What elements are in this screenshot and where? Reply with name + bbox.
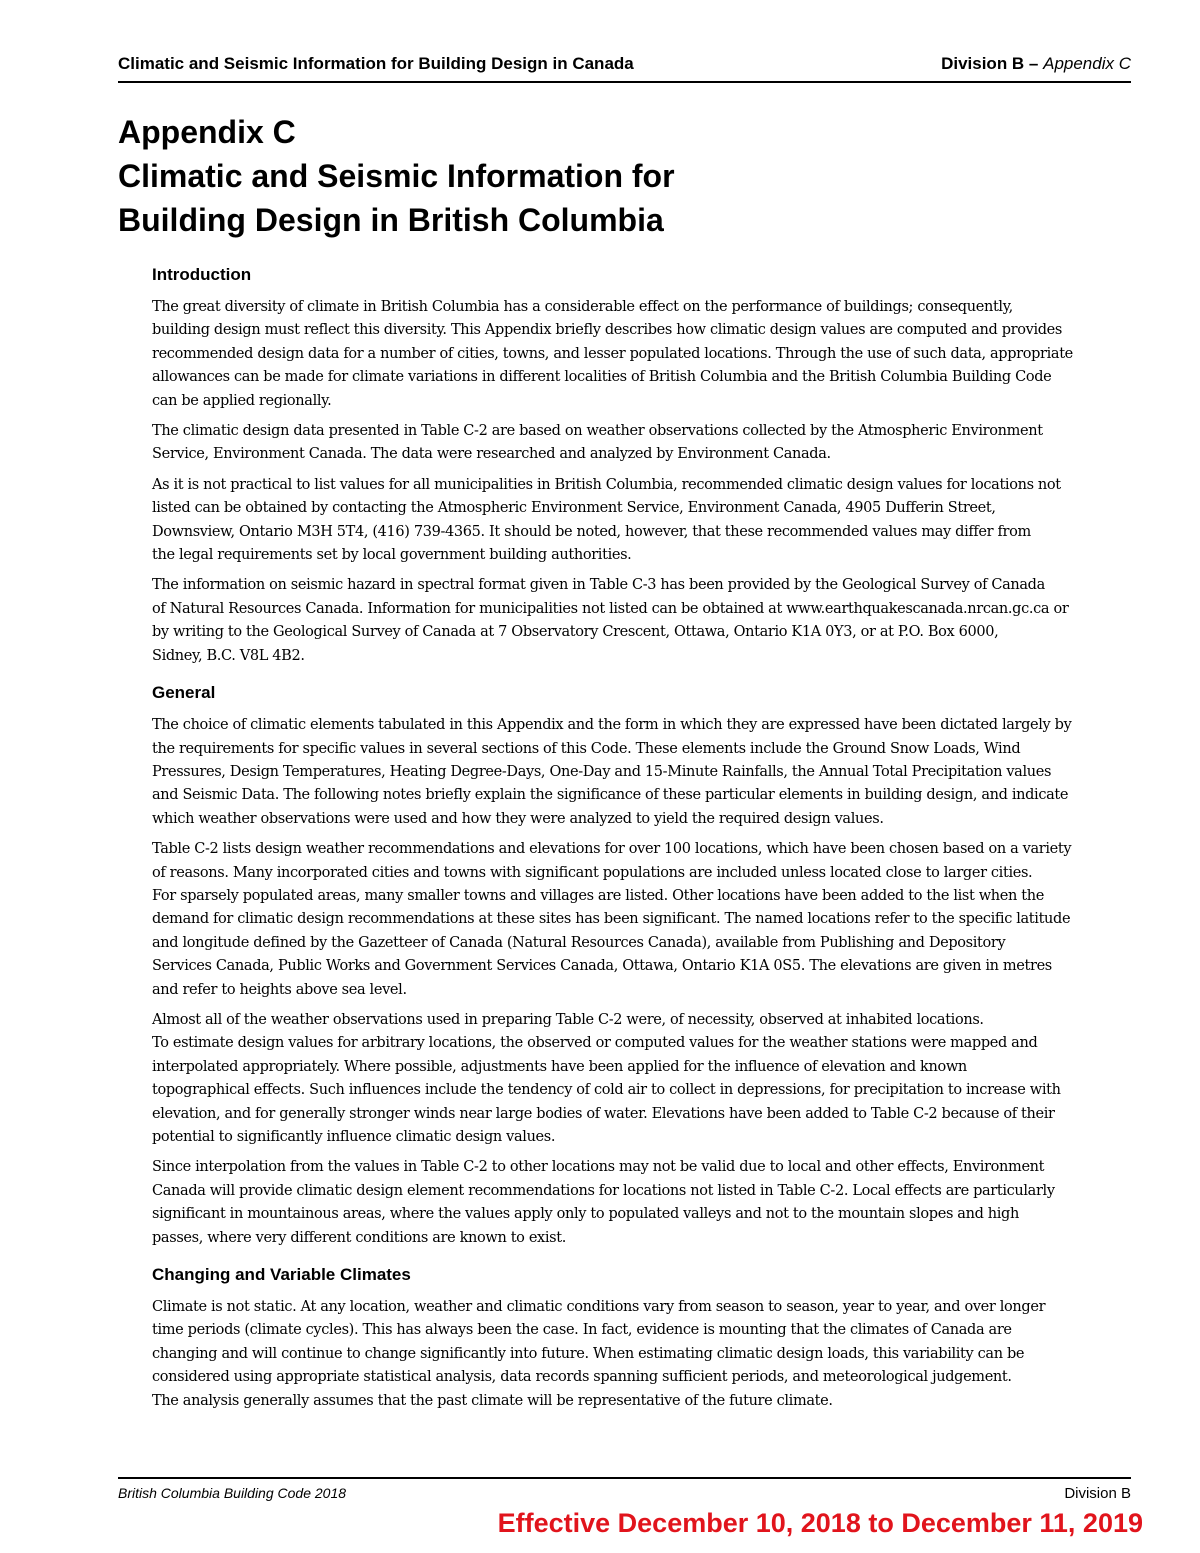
intro-paragraph-1 bbox=[152, 296, 1130, 413]
text-line: and refer to heights above sea level. bbox=[152, 981, 407, 998]
text-line: potential to significantly influence climatic design values. bbox=[152, 1129, 556, 1145]
text-line: allowances can be made for climate variations in different localities of British Columbia and the British Columbia Building Code bbox=[152, 369, 1052, 386]
text-line: and longitude defined by the Gazetteer of Canada (Natural Resources Canada), available from Publishing and Depository bbox=[152, 934, 1006, 951]
text-line: Downsview, Ontario M3H 5T4, (416) 739-4365. It should be noted, however, that these recommended values may differ from bbox=[152, 523, 1031, 540]
intro-paragraph-4 bbox=[152, 574, 1130, 668]
footer-code-name: British Columbia Building Code 2018 bbox=[118, 1485, 347, 1501]
text-line: listed can be obtained by contacting the Atmospheric Environment Service, Environment Canada, 4905 Dufferin Street, bbox=[152, 500, 996, 517]
text-line: elevation, and for generally stronger winds near large bodies of water. Elevations have been added to Table C-2 because of their bbox=[152, 1105, 1055, 1122]
text-line: the requirements for specific values in several sections of this Code. These elements include the Ground Snow Loads, Wind bbox=[152, 740, 1021, 757]
text-line: and Seismic Data. The following notes briefly explain the significance of these particular elements in building design, and indicate bbox=[152, 787, 1069, 804]
running-header bbox=[118, 54, 1131, 74]
heading-changing-climates: Changing and Variable Climates bbox=[152, 1265, 411, 1285]
text-line: building design must reflect this diversity. This Appendix briefly describes how climatic design values are computed and provides bbox=[152, 322, 1062, 339]
text-line: As it is not practical to list values for all municipalities in British Columbia, recommended climatic design values for locations not bbox=[152, 476, 1061, 493]
page-title bbox=[118, 110, 675, 242]
intro-paragraph-2 bbox=[152, 420, 1130, 467]
text-line: Sidney, B.C. V8L 4B2. bbox=[152, 647, 305, 664]
text-line: the legal requirements set by local government building authorities. bbox=[152, 547, 632, 564]
page-content bbox=[152, 262, 1130, 1420]
text-line: The information on seismic hazard in spectral format given in Table C-3 has been provided by the Geological Survey of Canada bbox=[152, 577, 1045, 594]
general-paragraph-3 bbox=[152, 1009, 1130, 1149]
text-line: The climatic design data presented in Table C-2 are based on weather observations collected by the Atmospheric Environment bbox=[152, 423, 1043, 440]
text-line: interpolated appropriately. Where possible, adjustments have been applied for the influence of elevation and known bbox=[152, 1058, 967, 1075]
text-line: The great diversity of climate in British Columbia has a considerable effect on the performance of buildings; consequently, bbox=[152, 299, 1013, 315]
header-division bbox=[941, 54, 1131, 74]
text-line: can be applied regionally. bbox=[152, 392, 332, 409]
text-line: recommended design data for a number of cities, towns, and lesser populated locations. Through the use of such data, appropriate bbox=[152, 345, 1073, 362]
header-rule bbox=[118, 81, 1131, 83]
effective-date-notice: Effective December 10, 2018 to December 11, 2019 bbox=[497, 1508, 1143, 1538]
text-line: Almost all of the weather observations used in preparing Table C-2 were, of necessity, observed at inhabited locations. bbox=[152, 1011, 984, 1028]
general-paragraph-2 bbox=[152, 838, 1130, 1002]
text-line: time periods (climate cycles). This has always been the case. In fact, evidence is mounting that the climates of Canada are bbox=[152, 1322, 1012, 1339]
title-line-2: Climatic and Seismic Information for bbox=[118, 158, 675, 194]
text-line: To estimate design values for arbitrary locations, the observed or computed values for the weather stations were mapped and bbox=[152, 1035, 1038, 1052]
text-line: of Natural Resources Canada. Information for municipalities not listed can be obtained at www.earthquakescanada.nrcan.gc.ca or bbox=[152, 600, 1069, 617]
title-line-3: Building Design in British Columbia bbox=[118, 202, 664, 238]
intro-paragraph-3 bbox=[152, 474, 1130, 568]
text-line: significant in mountainous areas, where the values apply only to populated valleys and not to the mountain slopes and high bbox=[152, 1206, 1019, 1223]
footer-division: Division B bbox=[1064, 1485, 1131, 1502]
general-paragraph-1 bbox=[152, 714, 1130, 831]
text-line: Services Canada, Public Works and Government Services Canada, Ottawa, Ontario K1A 0S5. The elevations are given in metres bbox=[152, 958, 1052, 975]
general-paragraph-4 bbox=[152, 1156, 1130, 1250]
text-line: The choice of climatic elements tabulated in this Appendix and the form in which they are expressed have been dictated largely by bbox=[152, 717, 1072, 734]
header-appendix-label: Appendix C bbox=[1043, 54, 1131, 73]
text-line: considered using appropriate statistical analysis, data records spanning sufficient periods, and meteorological judgement. bbox=[152, 1369, 1012, 1386]
text-line: Since interpolation from the values in Table C-2 to other locations may not be valid due to local and other effects, Environment bbox=[152, 1159, 1045, 1176]
heading-introduction: Introduction bbox=[152, 265, 252, 284]
text-line: For sparsely populated areas, many smaller towns and villages are listed. Other locations have been added to the list when the bbox=[152, 887, 1044, 904]
text-line: Climate is not static. At any location, weather and climatic conditions vary from season to season, year to year, and over longer bbox=[152, 1299, 1046, 1316]
text-line: Service, Environment Canada. The data were researched and analyzed by Environment Canada. bbox=[152, 446, 831, 463]
header-title: Climatic and Seismic Information for Building Design in Canada bbox=[118, 54, 634, 73]
heading-general: General bbox=[152, 683, 216, 703]
text-line: Pressures, Design Temperatures, Heating Degree-Days, One-Day and 15-Minute Rainfalls, the Annual Total Precipitation values bbox=[152, 763, 1052, 780]
header-division-label: Division B – bbox=[941, 54, 1044, 73]
footer-rule bbox=[118, 1477, 1131, 1479]
text-line: by writing to the Geological Survey of Canada at 7 Observatory Crescent, Ottawa, Ontario K1A 0Y3, or at P.O. Box 6000, bbox=[152, 624, 999, 641]
changing-paragraph-1 bbox=[152, 1296, 1130, 1413]
text-line: passes, where very different conditions are known to exist. bbox=[152, 1229, 566, 1246]
running-footer bbox=[118, 1485, 1131, 1502]
text-line: of reasons. Many incorporated cities and towns with significant populations are included unless located close to larger cities. bbox=[152, 864, 1033, 881]
text-line: Canada will provide climatic design element recommendations for locations not listed in Table C-2. Local effects are particularly bbox=[152, 1182, 1055, 1199]
text-line: changing and will continue to change significantly into future. When estimating climatic design loads, this variability can be bbox=[152, 1345, 1025, 1362]
text-line: demand for climatic design recommendations at these sites has been significant. The named locations refer to the specific latitude bbox=[152, 911, 1071, 928]
text-line: Table C-2 lists design weather recommendations and elevations for over 100 locations, which have been chosen based on a variety bbox=[152, 841, 1072, 858]
text-line: topographical effects. Such influences include the tendency of cold air to collect in depressions, for precipitation to increase with bbox=[152, 1082, 1061, 1099]
text-line: which weather observations were used and how they were analyzed to yield the required design values. bbox=[152, 810, 884, 827]
title-line-1: Appendix C bbox=[118, 114, 296, 150]
text-line: The analysis generally assumes that the past climate will be representative of the future climate. bbox=[152, 1392, 833, 1409]
